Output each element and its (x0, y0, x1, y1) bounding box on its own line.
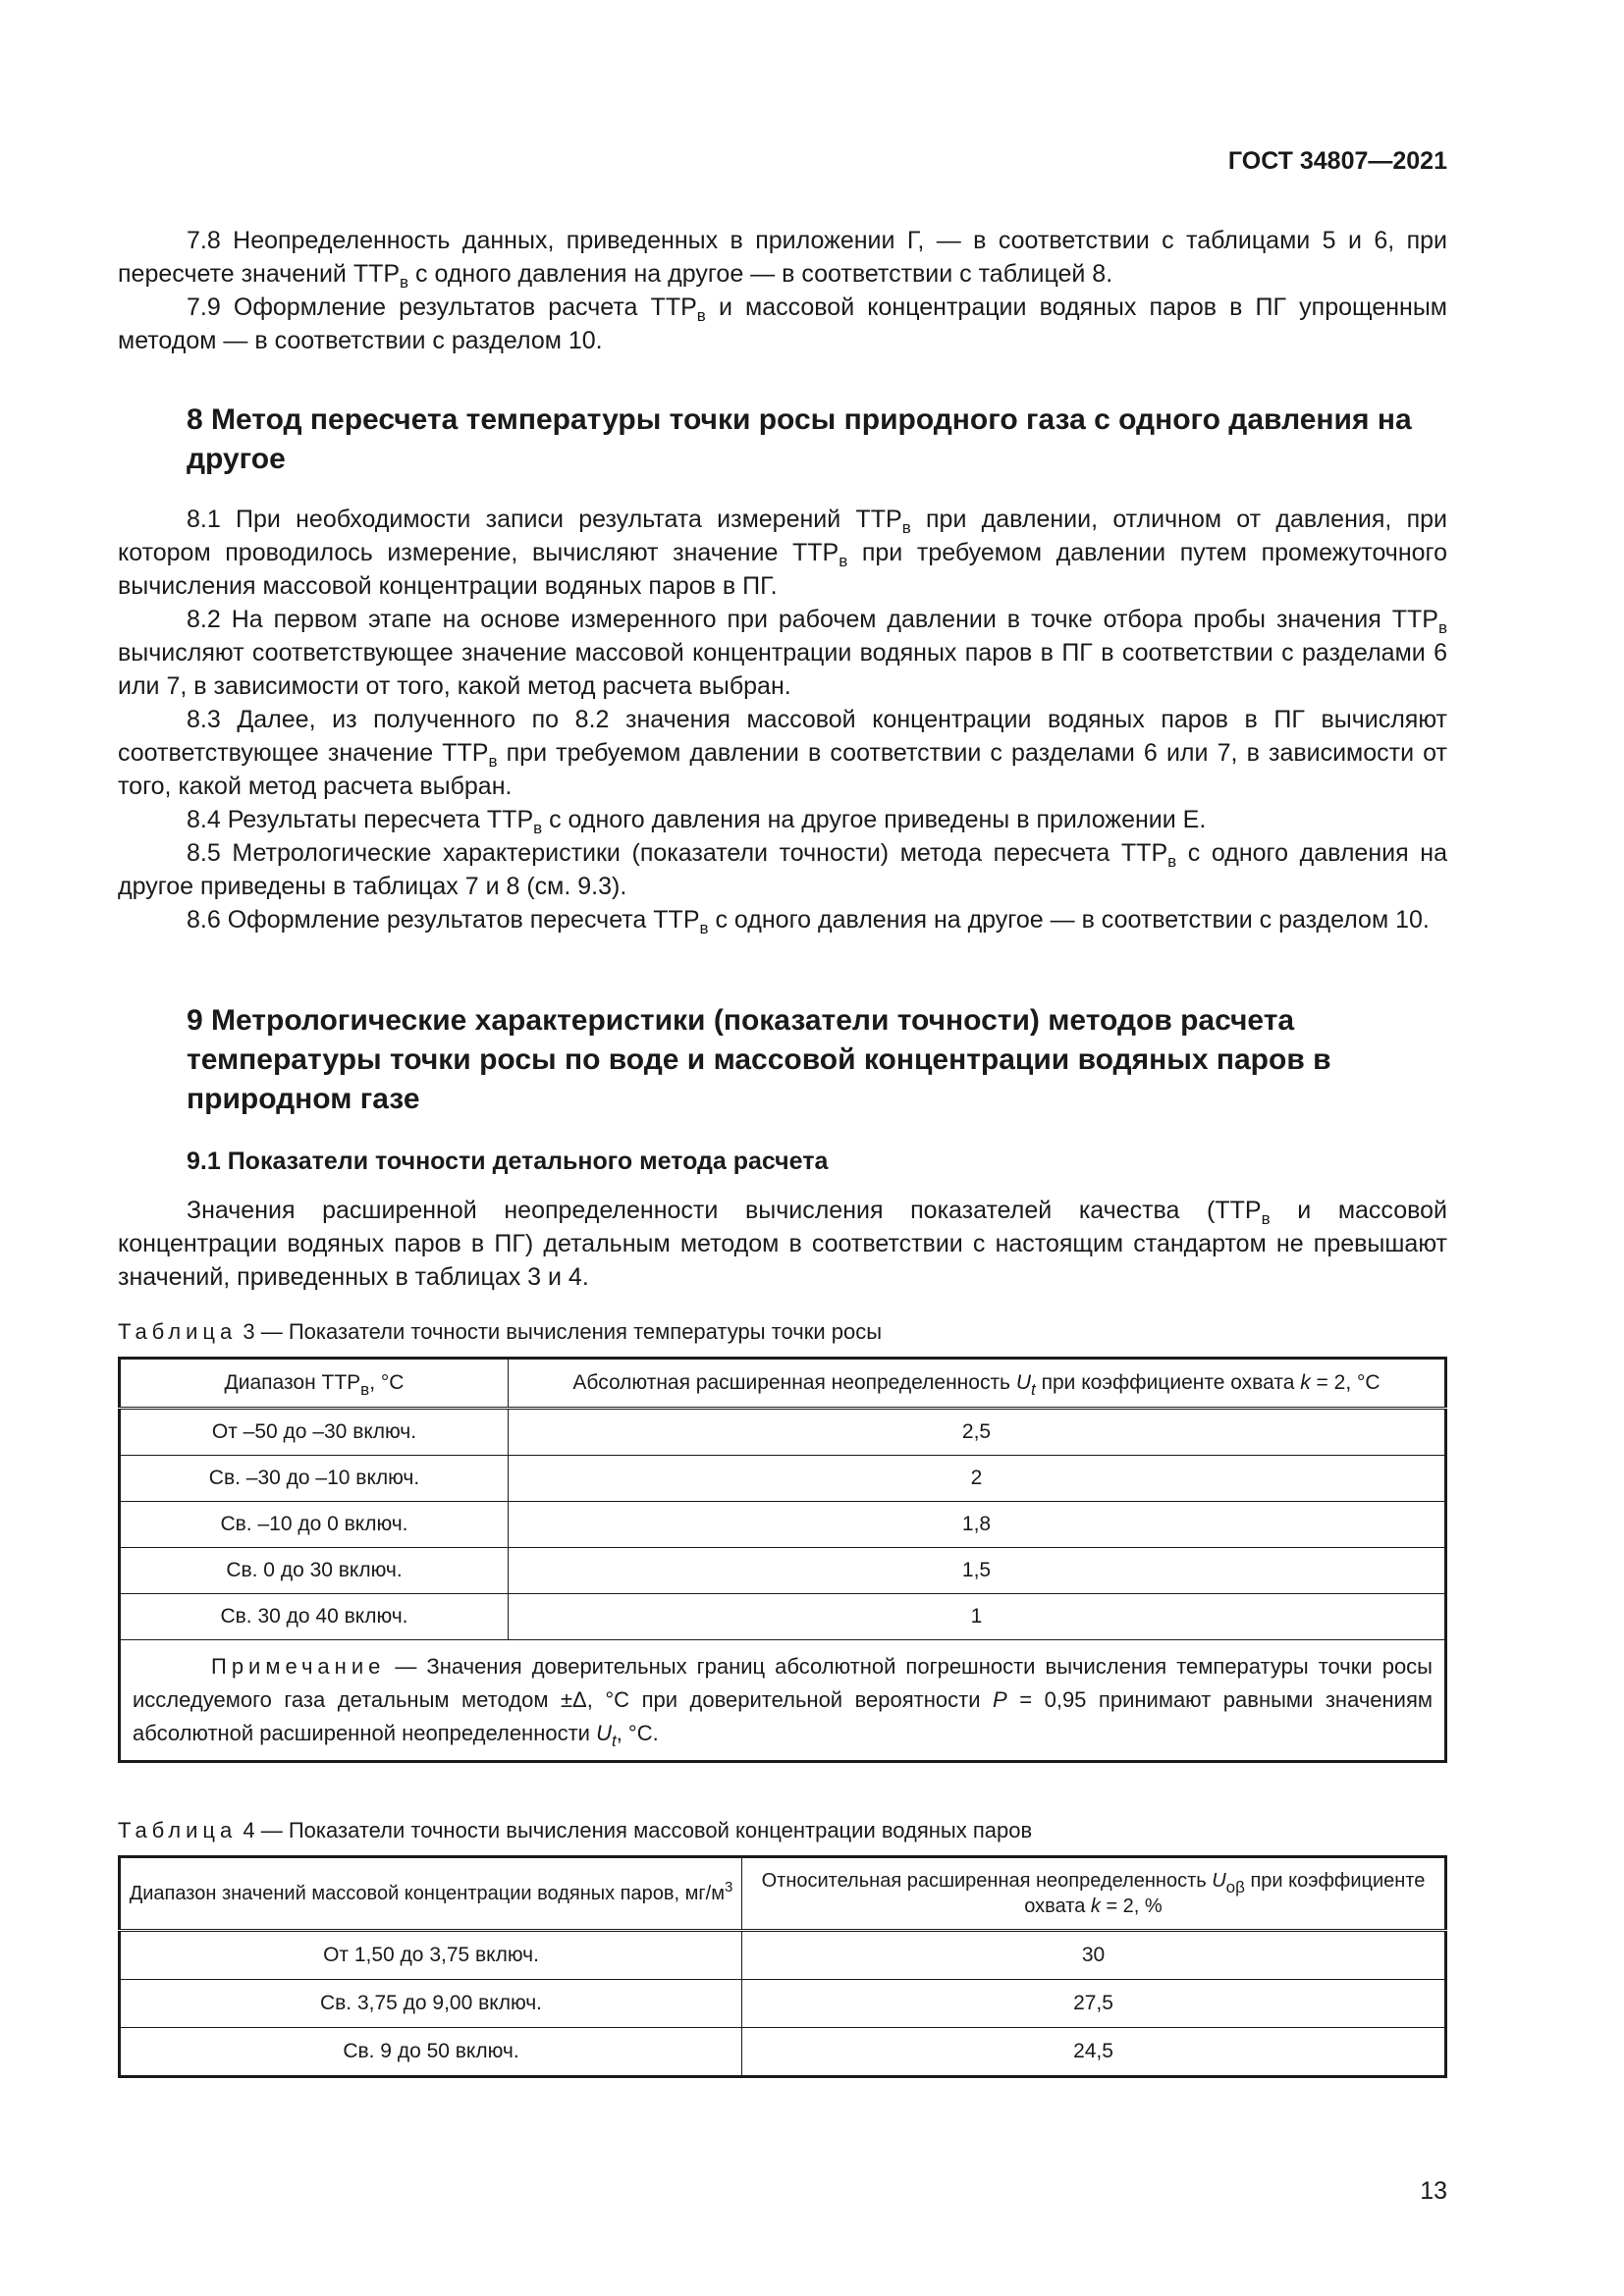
section-8-body (118, 503, 1447, 936)
table-row: Св. 0 до 30 включ. 1,5 (120, 1548, 1446, 1594)
table-3-grid (118, 1357, 1447, 1763)
paragraph-8-3: 8.3 Далее, из полученного по 8.2 значения массовой концентрации водяных паров в ПГ вычисляют соответствующее значение $ТТР_в$ при требуемом давлении в соответствии с разделами 6 или 7, в зависимости от того, какой метод расчета выбран. (118, 706, 1447, 800)
section-9-body (118, 1194, 1447, 1294)
table-row: От 1,50 до 3,75 включ. 30 (120, 1931, 1446, 1980)
section-8-heading: 8 Метод пересчета температуры точки росы природного газа с одного давления на другое (187, 403, 1412, 475)
table-3-caption: Таблица 3 — Показатели точности вычисления температуры точки росы (118, 1319, 882, 1344)
document-page (118, 0, 1447, 2296)
subsection-9-1-heading: 9.1 Показатели точности детального метода расчета (187, 1148, 829, 1175)
table-4 (118, 1855, 1447, 2078)
table-4-caption: Таблица 4 — Показатели точности вычисления массовой концентрации водяных паров (118, 1818, 1033, 1842)
table-row: Св. 3,75 до 9,00 включ. 27,5 (120, 1980, 1446, 2028)
table-row: Св. –10 до 0 включ. 1,8 (120, 1502, 1446, 1548)
page-number: 13 (1420, 2177, 1447, 2205)
document-code: ГОСТ 34807—2021 (1227, 147, 1447, 175)
table-4-label: Таблица (118, 1818, 238, 1842)
paragraph-7-9: 7.9 Оформление результатов расчета $ТТР_в$ и массовой концентрации водяных паров в ПГ упрощенным методом — в соответствии с разделом 10. (118, 294, 1447, 354)
paragraph-9-1: Значения расширенной неопределенности вычисления показателей качества ($ТТР_в$ и массовой концентрации водяных паров в ПГ) детальным методом в соответствии с настоящим стандартом не превышают значений, приведенных в таблицах 3 и 4. (118, 1197, 1447, 1291)
section-9-heading: 9 Метрологические характеристики (показатели точности) методов расчета температуры точки росы по воде и массовой концентрации водяных паров в природном газе (187, 1004, 1331, 1115)
paragraph-8-6: 8.6 Оформление результатов пересчета $ТТР_в$ с одного давления на другое — в соответствии с разделом 10. (187, 906, 1430, 937)
table-4-col-range: Диапазон значений массовой концентрации водяных паров, $мг/м^3$ (120, 1857, 742, 1931)
section-9 (118, 1001, 1447, 1119)
table-3-col-uncertainty: Абсолютная расширенная неопределенность $U_t$ при коэффициенте охвата k = 2, °С (509, 1359, 1446, 1409)
table-note-row (120, 1640, 1446, 1762)
table-3-label: Таблица (118, 1319, 238, 1344)
section-8 (118, 400, 1447, 479)
paragraph-7-8: 7.8 Неопределенность данных, приведенных в приложении Г, — в соответствии с таблицами 5 и 6, при пересчете значений $ТТР_в$ с одного давления на другое — в соответствии с таблицей 8. (118, 227, 1447, 292)
table-header-row (120, 1359, 1446, 1409)
table-4-grid (118, 1855, 1447, 2078)
subsection-9-1 (118, 1145, 1447, 1178)
paragraph-8-4: 8.4 Результаты пересчета $ТТР_в$ с одного давления на другое приведены в приложении Е. (187, 806, 1207, 837)
paragraph-8-5: 8.5 Метрологические характеристики (показатели точности) метода пересчета $ТТР_в$ с одного давления на другое приведены в таблицах 7 и 8 (см. 9.3). (118, 839, 1447, 900)
paragraph-8-2: 8.2 На первом этапе на основе измеренного при рабочем давлении в точке отбора пробы значения $ТТР_в$ вычисляют соответствующее значение массовой концентрации водяных паров в ПГ в соответствии с разделами 6 или 7, в зависимости от того, какой метод расчета выбран. (118, 606, 1447, 700)
table-row: Св. 30 до 40 включ. 1 (120, 1594, 1446, 1640)
paragraph-8-1: 8.1 При необходимости записи результата измерений $ТТР_в$ при давлении, отличном от давления, при котором проводилось измерение, вычисляют значение $ТТР_в$ при требуемом давлении путем промежуточного вычисления массовой концентрации водяных паров в ПГ. (118, 506, 1448, 600)
table-row: Св. –30 до –10 включ. 2 (120, 1456, 1446, 1502)
table-row: От –50 до –30 включ. 2,5 (120, 1409, 1446, 1456)
table-4-col-uncertainty: Относительная расширенная неопределенность $U_{o\beta}$ при коэффициенте охвата k = 2, % (742, 1857, 1446, 1931)
table-3-col-range: Диапазон $ТТР_в$, °С (120, 1359, 509, 1409)
clause-7-8-7-9 (118, 224, 1447, 357)
table-3 (118, 1357, 1447, 1763)
table-3-note: Примечание — Значения доверительных границ абсолютной погрешности вычисления температуры точки росы исследуемого газа детальным методом ±Δ, °С при доверительной вероятности P = 0,95 принимают равными значениям абсолютной расширенной неопределенности $U_t$, °С. (120, 1640, 1446, 1762)
table-row: Св. 9 до 50 включ. 24,5 (120, 2028, 1446, 2077)
table-header-row (120, 1857, 1446, 1931)
